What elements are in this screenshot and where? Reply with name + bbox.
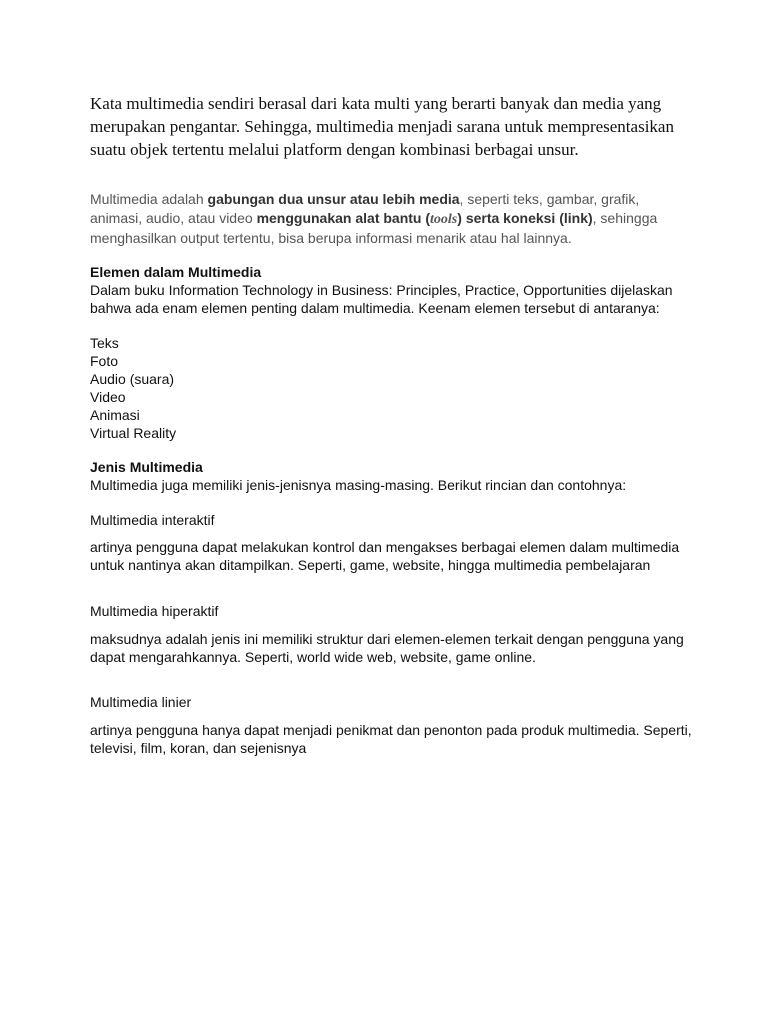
definition-text-2: , seperti teks, gambar, grafik, animasi, audio, atau video <box>90 191 640 226</box>
definition-paragraph <box>90 190 690 248</box>
jenis-heading: Jenis Multimedia <box>90 459 203 475</box>
elemen-list <box>90 334 710 442</box>
definition-bold-3: ) serta koneksi (link) <box>457 210 593 226</box>
type-title-interaktif: Multimedia interaktif <box>90 512 215 528</box>
elemen-body: Dalam buku Information Technology in Business: Principles, Practice, Opportunities dijelaskan bahwa ada enam elemen penting dalam multimedia. Keenam elemen tersebut di antaranya: <box>90 282 673 316</box>
list-item: Teks <box>90 335 119 351</box>
type-desc-hiperaktif: maksudnya adalah jenis ini memiliki struktur dari elemen-elemen terkait dengan pengguna yang dapat mengarahkannya. Seperti, world wide web, website, game online. <box>90 631 684 665</box>
elemen-section <box>90 263 710 317</box>
definition-bold-1: gabungan dua unsur atau lebih media <box>207 191 460 207</box>
definition-text-1: Multimedia adalah <box>90 191 208 207</box>
list-item: Foto <box>90 353 119 369</box>
list-item: Video <box>90 389 126 405</box>
definition-tools-italic: tools <box>430 212 458 227</box>
type-title-hiperaktif: Multimedia hiperaktif <box>90 603 219 619</box>
type-desc-interaktif: artinya pengguna dapat melakukan kontrol dan mengakses berbagai elemen dalam multimedia untuk nantinya akan ditampilkan. Seperti, game, website, hingga multimedia pembelajaran <box>90 539 680 573</box>
type-desc-linier: artinya pengguna hanya dapat menjadi penikmat dan penonton pada produk multimedia. Seperti, televisi, film, koran, dan sejenisnya <box>90 722 692 756</box>
intro-paragraph: Kata multimedia sendiri berasal dari kata multi yang berarti banyak dan media yang merupakan pengantar. Sehingga, multimedia menjadi sarana untuk mempresentasikan suatu objek tertentu melalui platform dengan kombinasi berbagai unsur. <box>90 94 674 159</box>
list-item: Animasi <box>90 407 140 423</box>
type-title-linier: Multimedia linier <box>90 694 192 710</box>
definition-bold-2: menggunakan alat bantu ( <box>256 210 431 226</box>
jenis-body: Multimedia juga memiliki jenis-jenisnya masing-masing. Berikut rincian dan contohnya: <box>90 477 627 493</box>
list-item: Audio (suara) <box>90 371 175 387</box>
jenis-section <box>90 458 710 494</box>
definition-text-3: , sehingga menghasilkan output tertentu, bisa berupa informasi menarik atau hal lainnya. <box>90 210 658 246</box>
elemen-heading: Elemen dalam Multimedia <box>90 264 262 280</box>
list-item: Virtual Reality <box>90 425 177 441</box>
